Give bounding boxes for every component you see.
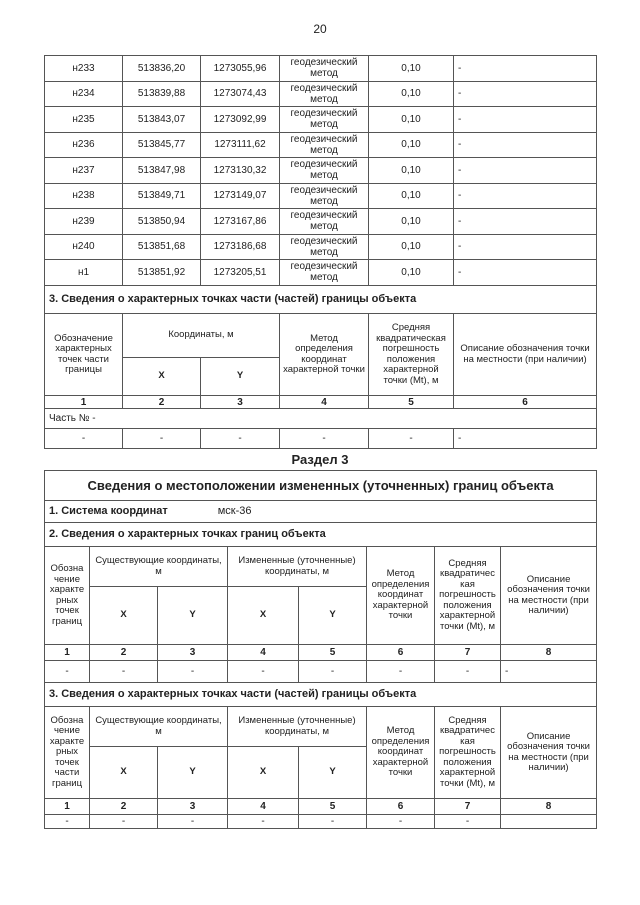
col-num: 2 — [123, 396, 201, 409]
header-changed-coords: Измененные (уточненные) координаты, м — [228, 547, 367, 587]
col-num: 7 — [435, 799, 501, 815]
description: - — [454, 183, 597, 209]
header-x: X — [90, 587, 158, 645]
table-row — [45, 815, 597, 829]
table-row — [45, 260, 597, 286]
coord-system-row — [45, 501, 597, 523]
x-coord: 513839,88 — [123, 81, 201, 107]
header-description: Описание обозначения точки на местности (при наличии) — [501, 547, 597, 645]
point-id: н1 — [45, 260, 123, 286]
header-description: Описание обозначения точки на местности (при наличии) — [501, 707, 597, 799]
method: геодезический метод — [280, 107, 369, 133]
method: геодезический метод — [280, 81, 369, 107]
header-error: Средняя квадратическая погрешность положения характерной точки (Mt), м — [369, 314, 454, 396]
section3-title: Сведения о местоположении измененных (уточненных) границ объекта — [45, 471, 597, 501]
cell: - — [299, 815, 367, 829]
coord-system-value: мск-36 — [217, 505, 252, 517]
cell: - — [201, 429, 280, 449]
x-coord: 513843,07 — [123, 107, 201, 133]
cell: - — [367, 661, 435, 683]
page-number: 20 — [313, 22, 327, 36]
description: - — [454, 132, 597, 158]
table-row — [45, 183, 597, 209]
method: геодезический метод — [280, 132, 369, 158]
table-row — [45, 132, 597, 158]
error: 0,10 — [369, 158, 454, 184]
col-num: 4 — [228, 799, 299, 815]
point-id: н233 — [45, 56, 123, 82]
header-y: Y — [299, 747, 367, 799]
point-id: н238 — [45, 183, 123, 209]
cell: - — [123, 429, 201, 449]
y-coord: 1273149,07 — [201, 183, 280, 209]
header-coords: Координаты, м — [123, 314, 280, 358]
description: - — [454, 209, 597, 235]
col-num: 4 — [228, 645, 299, 661]
table-row — [45, 429, 597, 449]
y-coord: 1273074,43 — [201, 81, 280, 107]
y-coord: 1273092,99 — [201, 107, 280, 133]
header-designation: Обозна чение характе рных точек границ — [45, 547, 90, 645]
coord-system-label: 1. Система координат — [49, 505, 168, 517]
col-num: 6 — [367, 645, 435, 661]
col-num: 7 — [435, 645, 501, 661]
error: 0,10 — [369, 132, 454, 158]
error: 0,10 — [369, 260, 454, 286]
cell — [501, 815, 597, 829]
point-id: н234 — [45, 81, 123, 107]
column-numbers-row — [45, 396, 597, 409]
section3-table — [44, 470, 597, 829]
cell: - — [228, 815, 299, 829]
subsection-title: 3. Сведения о характерных точках части (частей) границы объекта — [45, 683, 597, 707]
col-num: 4 — [280, 396, 369, 409]
y-coord: 1273205,51 — [201, 260, 280, 286]
y-coord: 1273130,32 — [201, 158, 280, 184]
table-row — [45, 107, 597, 133]
column-numbers-row — [45, 799, 597, 815]
point-id: н235 — [45, 107, 123, 133]
col-num: 6 — [367, 799, 435, 815]
cell: - — [45, 429, 123, 449]
subsection-title: 2. Сведения о характерных точках границ объекта — [45, 523, 597, 547]
x-coord: 513849,71 — [123, 183, 201, 209]
y-coord: 1273167,86 — [201, 209, 280, 235]
cell: - — [158, 815, 228, 829]
col-num: 2 — [90, 645, 158, 661]
col-num: 6 — [454, 396, 597, 409]
table-row — [45, 661, 597, 683]
method: геодезический метод — [280, 209, 369, 235]
col-num: 3 — [158, 645, 228, 661]
header-description: Описание обозначения точки на местности (при наличии) — [454, 314, 597, 396]
cell: - — [299, 661, 367, 683]
header-x: X — [123, 358, 201, 396]
col-num: 5 — [299, 645, 367, 661]
point-id: н239 — [45, 209, 123, 235]
table-row — [45, 158, 597, 184]
description: - — [454, 81, 597, 107]
cell: - — [158, 661, 228, 683]
cell: - — [90, 815, 158, 829]
col-num: 8 — [501, 799, 597, 815]
point-id: н236 — [45, 132, 123, 158]
col-num: 5 — [299, 799, 367, 815]
header-y: Y — [299, 587, 367, 645]
error: 0,10 — [369, 56, 454, 82]
cell: - — [454, 429, 597, 449]
cell: - — [369, 429, 454, 449]
section-title: 3. Сведения о характерных точках части (частей) границы объекта — [45, 286, 597, 314]
error: 0,10 — [369, 81, 454, 107]
header-designation: Обозначение характерных точек части границы — [45, 314, 123, 396]
header-y: Y — [158, 587, 228, 645]
table-row — [45, 209, 597, 235]
header-x: X — [228, 587, 299, 645]
header-y: Y — [201, 358, 280, 396]
method: геодезический метод — [280, 56, 369, 82]
header-method: Метод определения координат характерной точки — [367, 547, 435, 645]
x-coord: 513851,68 — [123, 234, 201, 260]
header-changed-coords: Измененные (уточненные) координаты, м — [228, 707, 367, 747]
description: - — [454, 234, 597, 260]
col-num: 8 — [501, 645, 597, 661]
x-coord: 513847,98 — [123, 158, 201, 184]
cell: - — [367, 815, 435, 829]
header-method: Метод определения координат характерной точки — [280, 314, 369, 396]
col-num: 5 — [369, 396, 454, 409]
header-error: Средняя квадратичес кая погрешность положения характерной точки (Mt), м — [435, 707, 501, 799]
error: 0,10 — [369, 209, 454, 235]
method: геодезический метод — [280, 183, 369, 209]
table-row — [45, 56, 597, 82]
cell: - — [501, 661, 597, 683]
cell: - — [45, 661, 90, 683]
header-method: Метод определения координат характерной точки — [367, 707, 435, 799]
cell: - — [280, 429, 369, 449]
cell: - — [435, 815, 501, 829]
cell: - — [45, 815, 90, 829]
method: геодезический метод — [280, 234, 369, 260]
header-designation: Обозна чение характе рных точек части границ — [45, 707, 90, 799]
part-label: Часть № - — [45, 409, 597, 429]
y-coord: 1273186,68 — [201, 234, 280, 260]
point-id: н237 — [45, 158, 123, 184]
description: - — [454, 56, 597, 82]
col-num: 1 — [45, 396, 123, 409]
x-coord: 513836,20 — [123, 56, 201, 82]
method: геодезический метод — [280, 260, 369, 286]
table-row — [45, 234, 597, 260]
header-existing-coords: Существующие координаты, м — [90, 547, 228, 587]
cell: - — [90, 661, 158, 683]
point-id: н240 — [45, 234, 123, 260]
x-coord: 513850,94 — [123, 209, 201, 235]
column-numbers-row — [45, 645, 597, 661]
y-coord: 1273055,96 — [201, 56, 280, 82]
col-num: 1 — [45, 645, 90, 661]
col-num: 3 — [201, 396, 280, 409]
description: - — [454, 158, 597, 184]
points-table — [44, 55, 597, 286]
x-coord: 513851,92 — [123, 260, 201, 286]
description: - — [454, 107, 597, 133]
y-coord: 1273111,62 — [201, 132, 280, 158]
error: 0,10 — [369, 234, 454, 260]
header-y: Y — [158, 747, 228, 799]
description: - — [454, 260, 597, 286]
x-coord: 513845,77 — [123, 132, 201, 158]
cell: - — [228, 661, 299, 683]
header-x: X — [228, 747, 299, 799]
section-heading: Раздел 3 — [291, 452, 349, 467]
method: геодезический метод — [280, 158, 369, 184]
header-x: X — [90, 747, 158, 799]
error: 0,10 — [369, 107, 454, 133]
header-existing-coords: Существующие координаты, м — [90, 707, 228, 747]
part-points-table — [44, 285, 597, 449]
col-num: 1 — [45, 799, 90, 815]
table-row — [45, 81, 597, 107]
col-num: 3 — [158, 799, 228, 815]
header-error: Средняя квадратичес кая погрешность положения характерной точки (Mt), м — [435, 547, 501, 645]
cell: - — [435, 661, 501, 683]
error: 0,10 — [369, 183, 454, 209]
col-num: 2 — [90, 799, 158, 815]
